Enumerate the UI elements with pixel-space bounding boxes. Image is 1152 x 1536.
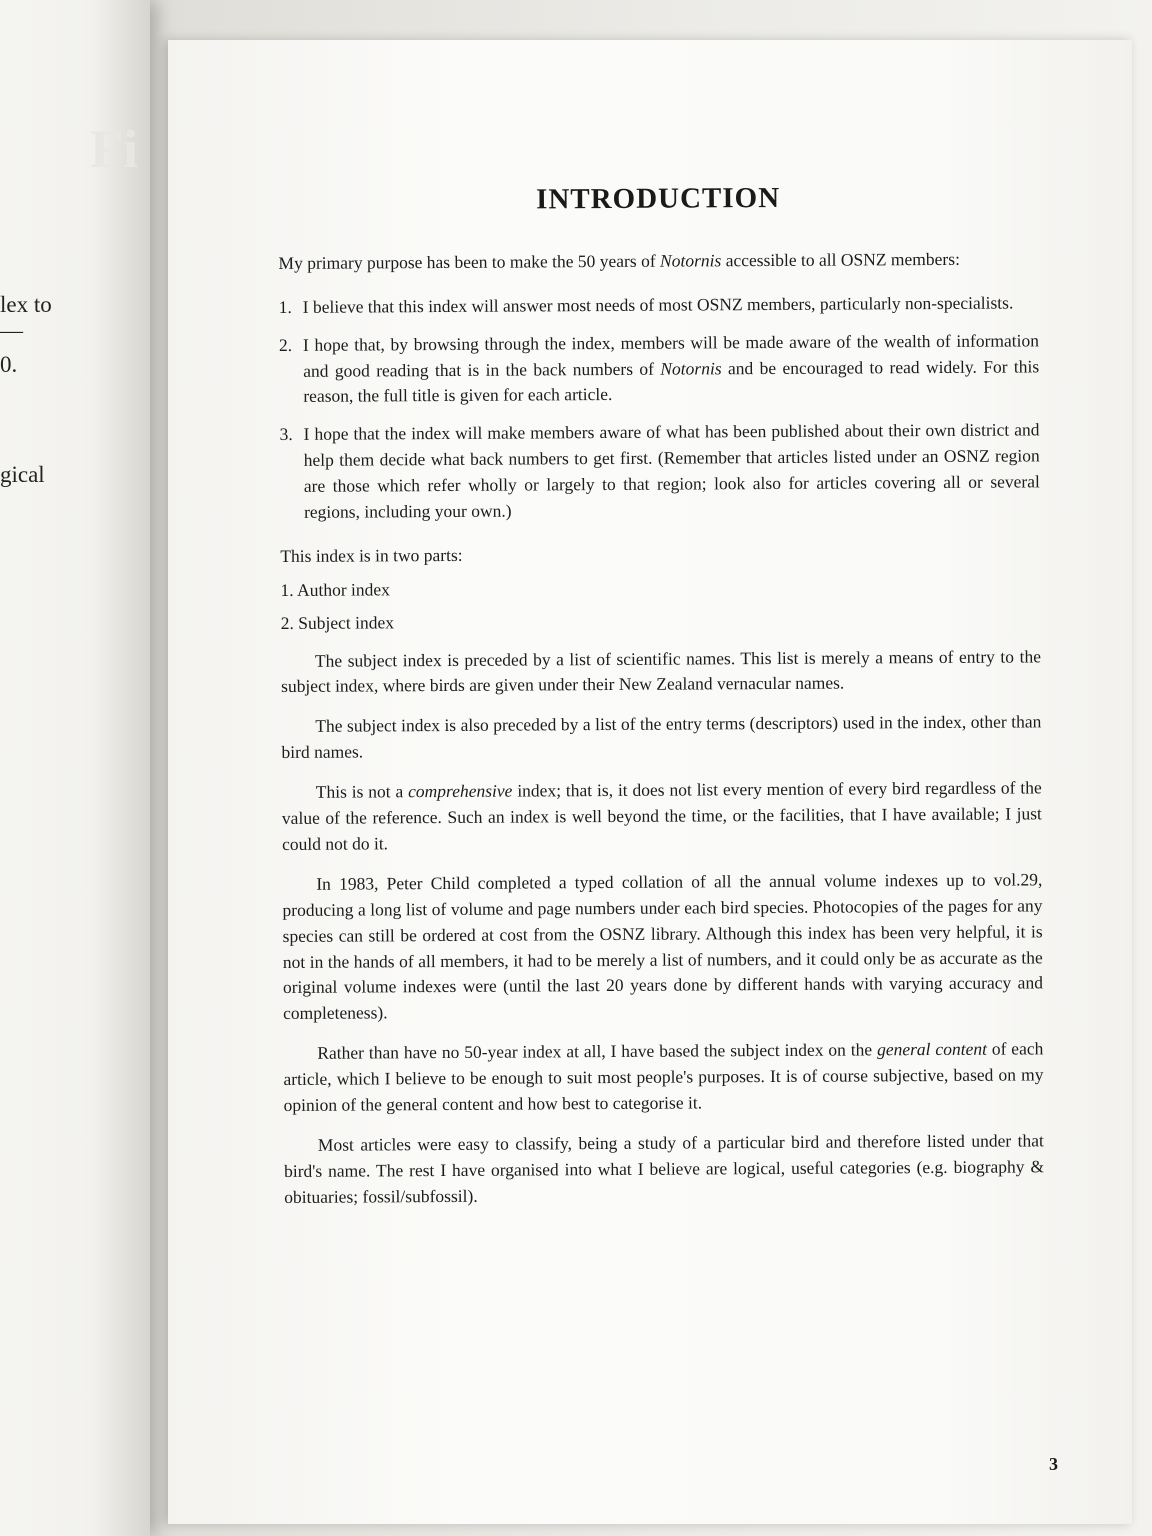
paragraph-general-content: Rather than have no 50-year index at all, I have based the subject index on the general content of each article, which I believe to be enough to suit most people's purposes. It is of course subjective, based on my opinion of the general content and how best to categorise it. bbox=[283, 1038, 1044, 1115]
paragraph-entry-terms: The subject index is also preceded by a list of the entry terms (descriptors) used in the index, other than bird names. bbox=[281, 711, 1042, 763]
list-item: 1. Author index bbox=[280, 579, 390, 600]
document-page bbox=[168, 40, 1132, 1524]
parts-intro: This index is in two parts: bbox=[280, 544, 463, 566]
list-item: 2. Subject index bbox=[280, 612, 395, 633]
list-item: 3. I hope that the index will make members aware of what has been published about their own district and help them decide what back numbers to get first. (Remember that articles listed under an OSNZ region are those which refer wholly or largely to that region; look also for articles covering all or several regions, including your own.) bbox=[279, 419, 1040, 522]
facing-left-page bbox=[0, 0, 150, 1536]
left-page-fragment: — bbox=[0, 318, 23, 343]
page-title: INTRODUCTION bbox=[536, 181, 781, 216]
purposes-list bbox=[279, 290, 1040, 526]
left-page-fragment: 0. bbox=[0, 352, 18, 377]
page-content bbox=[278, 175, 1044, 1224]
paragraph-classify: Most articles were easy to classify, being a study of a particular bird and therefore listed under that bird's name. The rest I have organised into what I believe are logical, useful categories (e.g. biography & obituaries; fossil/subfossil). bbox=[283, 1130, 1045, 1207]
paragraph-comprehensive: This is not a comprehensive index; that is, it does not list every mention of every bird regardless of the value of the reference. Such an index is well beyond the time, or the facilities, that I have available; I just could not do it. bbox=[281, 777, 1042, 854]
lead-paragraph: My primary purpose has been to make the 50 years of Notornis accessible to all OSNZ members: bbox=[278, 248, 960, 273]
list-item: 1. I believe that this index will answer most needs of most OSNZ members, particularly non-specialists. bbox=[278, 292, 1014, 317]
paragraph-scientific-names: The subject index is preceded by a list of scientific names. This list is merely a means of entry to the subject index, where birds are given under their New Zealand vernacular names. bbox=[281, 645, 1041, 697]
left-page-fragment: lex to bbox=[0, 292, 52, 317]
left-page-fragment: gical bbox=[0, 462, 45, 487]
parts-list bbox=[280, 573, 1040, 636]
list-item: 2. I hope that, by browsing through the index, members will be made aware of the wealth of information and good reading that is in the back numbers of Notornis and be encouraged to read widely. For this reason, the full title is given for each article. bbox=[278, 330, 1040, 407]
left-page-showthrough: Fi bbox=[90, 119, 138, 179]
paragraph-peter-child: In 1983, Peter Child completed a typed collation of all the annual volume indexes up to vol.29, producing a long list of volume and page numbers under each bird species. Photocopies of the pages for any species can still be ordered at cost from the OSNZ library. Although this index has been very helpful, it is not in the hands of all members, it had to be merely a list of numbers, and it could only be as accurate as the original volume indexes were (until the last 20 years done by different hands with varying accuracy and completeness). bbox=[282, 869, 1043, 1024]
page-number: 3 bbox=[1049, 1454, 1058, 1474]
